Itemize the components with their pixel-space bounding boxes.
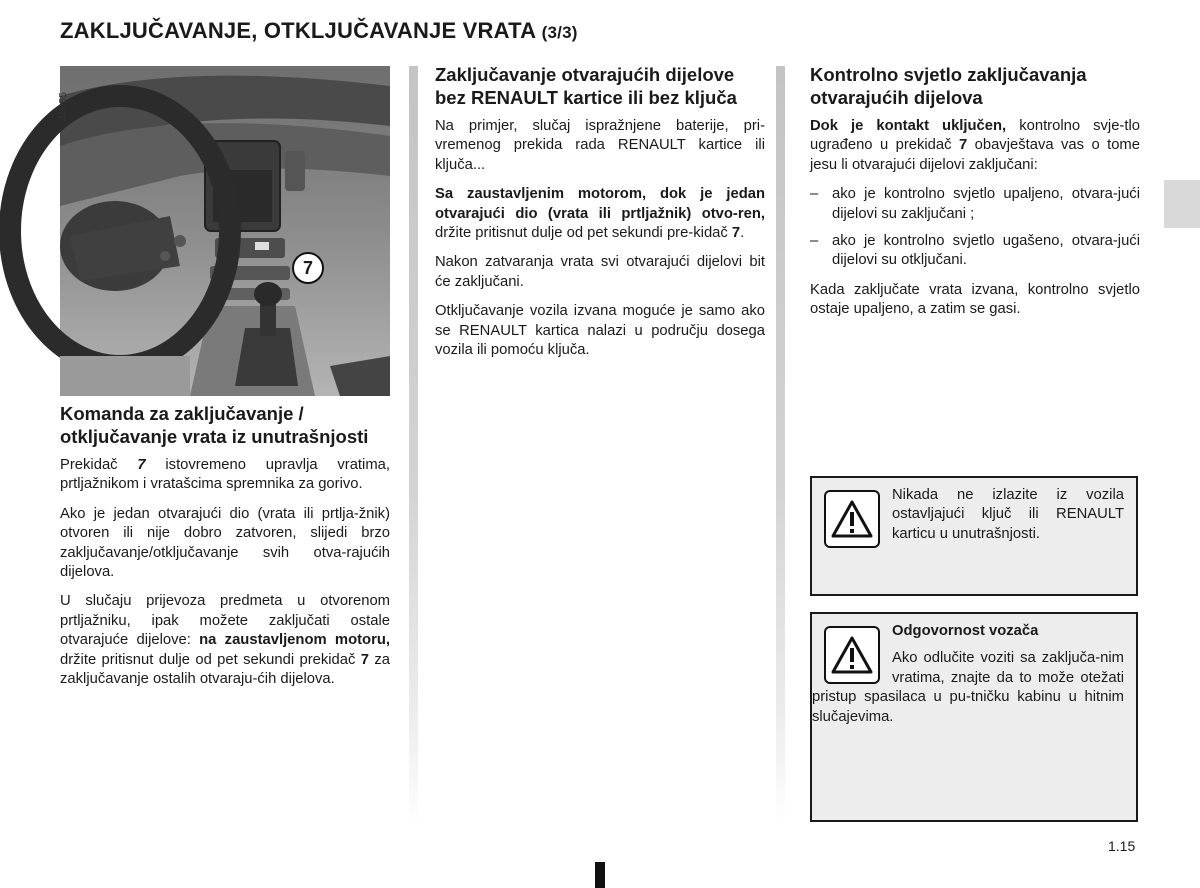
- list-item: – ako je kontrolno svjetlo ugašeno, otvara-jući dijelovi su otključani.: [810, 232, 1140, 271]
- paragraph-switch-controls: Prekidač 7 istovremeno upravlja vratima, prtljažnikom i vratašcima spremnika za gorivo.: [60, 457, 390, 493]
- paragraph-ignition-on: Dok je kontakt uključen, kontrolno svje-tlo ugrađeno u prekidač 7 obavještava vas o tome jesu li otvarajući dijelovi zaključani:: [810, 118, 1140, 173]
- column-divider-left: [409, 66, 418, 826]
- callout-7-marker: 7: [292, 252, 324, 284]
- paragraph-unlock-outside: Otključavanje vozila izvana moguće je samo ako se RENAULT kartica nalazi u području dosega vozila ili pomoću ključa.: [435, 303, 765, 359]
- page-number: 1.15: [1108, 838, 1136, 854]
- page-title: [60, 18, 578, 44]
- warning-triangle-icon: [824, 626, 880, 684]
- warning-box-keys: [810, 476, 1138, 596]
- warning-title-driver: Odgovornost vozača: [892, 623, 1039, 639]
- section-tab-marker: [1164, 180, 1200, 228]
- list-item: – ako je kontrolno svjetlo upaljeno, otvara-jući dijelovi su zaključani ;: [810, 185, 1140, 224]
- warning-box-driver-responsibility: [810, 612, 1138, 822]
- indicator-state-list: [810, 185, 1140, 271]
- section-heading-indicator-light: Kontrolno svjetlo zaključavanja otvarajućih dijelova: [810, 64, 1087, 108]
- paragraph-example: Na primjer, slučaj ispražnjene baterije, pri-vremenog prekida rada RENAULT kartice ili ključa...: [435, 118, 765, 173]
- paragraph-lock-outside: Kada zaključate vrata izvana, kontrolno svjetlo ostaje upaljeno, a zatim se gasi.: [810, 281, 1140, 318]
- paragraph-door-open: Ako je jedan otvarajući dio (vrata ili prtlja-žnik) otvoren ili nije dobro zatvoren, slijedi brzo zaključavanje/otključavanje svih otva-rajućih dijelova.: [60, 505, 390, 581]
- page-title-text: ZAKLJUČAVANJE, OTKLJUČAVANJE VRATA: [60, 18, 536, 43]
- paragraph-after-closing: Nakon zatvaranja vrata svi otvarajući dijelovi bit će zaključani.: [435, 254, 765, 290]
- section-heading-interior-lock: Komanda za zaključavanje / otključavanje vrata iz unutrašnjosti: [60, 403, 369, 447]
- warning-text-driver: Ako odlučite voziti sa zaključa-nim vratima, znajte da to može otežati pristup spasilaca u pu-tničku kabinu u hitnim slučajevima.: [812, 650, 1124, 725]
- warning-triangle-icon: [824, 490, 880, 548]
- column-1: [60, 66, 390, 699]
- dashboard-photo: [60, 66, 390, 396]
- column-divider-right: [776, 66, 785, 826]
- paragraph-engine-stopped: Sa zaustavljenim motorom, dok je jedan otvarajući dio (vrata ili prtljažnik) otvo-ren, držite pritisnut dulje od pet sekundi pre-kidač 7.: [435, 186, 765, 242]
- paragraph-transport: U slučaju prijevoza predmeta u otvorenom prtljažniku, ipak možete zaključati ostale otvarajuće dijelove: na zaustavljenom motoru, držite pritisnut dulje od pet sekundi prekidač 7 za zaključavanje ostalih otvaraju-ćih dijelova.: [60, 593, 390, 688]
- page-edge-marker: [595, 862, 605, 888]
- column-2: [435, 63, 765, 370]
- car-interior-illustration: [60, 66, 390, 396]
- figure-code: 40955: [58, 92, 69, 120]
- page-title-part: (3/3): [541, 23, 578, 42]
- section-heading-lock-without-card: Zaključavanje otvarajućih dijelove bez RENAULT kartice ili bez ključa: [435, 64, 737, 108]
- column-3: [810, 63, 1140, 330]
- warning-text-keys: Nikada ne izlazite iz vozila ostavljajući ključ ili RENAULT karticu u unutrašnjosti.: [892, 487, 1124, 542]
